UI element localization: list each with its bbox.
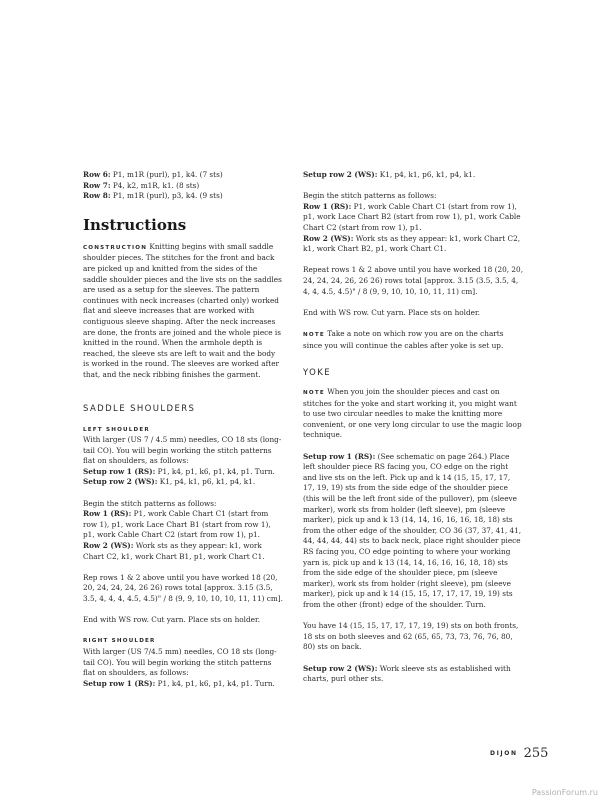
note-text: When you join the shoulder pieces and cast on stitches for the yoke and start working it, you might want to use two circular needles to make the knitting more convenient, or one very long circular to use the magic loop technique. xyxy=(303,387,522,440)
saddle-shoulders-heading: SADDLE SHOULDERS xyxy=(83,403,196,414)
row-1 xyxy=(303,202,523,234)
construction-paragraph xyxy=(83,242,283,381)
row-text: K1, p4, k1, p6, k1, p4, k1. xyxy=(157,477,256,487)
row-text: Work sts as they appear: k1, work Chart C2, k1, work Chart B1, p1, work Chart C1. xyxy=(83,541,265,561)
row-text: P1, k4, p1, k6, p1, k4, p1. Turn. xyxy=(155,678,275,688)
footer-pattern-name: DIJON xyxy=(490,750,518,757)
yoke-setup-row-2 xyxy=(303,664,523,685)
row-text: P4, k2, m1R, k1. (8 sts) xyxy=(110,180,200,190)
row-label: Row 1 (RS): xyxy=(83,509,132,519)
left-shoulder-label: LEFT SHOULDER xyxy=(83,426,150,433)
row-label: Setup row 1 (RS): xyxy=(83,678,156,688)
row-label: Row 2 (WS): xyxy=(303,233,354,243)
row-8 xyxy=(83,191,283,202)
left-column xyxy=(83,170,283,689)
row-label: Setup row 1 (RS): xyxy=(83,466,156,476)
row-label: Row 1 (RS): xyxy=(303,201,352,211)
row-label: Row 7: xyxy=(83,180,111,190)
row-text: K1, p4, k1, p6, k1, p4, k1. xyxy=(377,170,476,179)
note-text: Take a note on which row you are on the charts since you will continue the cables after yoke is set up. xyxy=(303,328,504,350)
row-text: (See schematic on page 264.) Place left shoulder piece RS facing you, CO edge on the right and live sts on the left. Pick up and k 14 (15, 15, 17, 17, 17, 19, 19) sts from the side edge of the shoulder piece (this will be the left front side of the pullover), pm (sleeve marker), work sts from holder (left sleeve), pm (sleeve marker), pick up and k 13 (14, 14, 16, 16, 16, 18, 18) sts from the other edge of the shoulder, CO 36 (37, 37, 41, 41, 44, 44, 44, 44) sts to back neck, place right shoulder piece RS facing you, CO edge pointing to where your working yarn is, pick up and k 13 (14, 14, 16, 16, 16, 18, 18) sts from the side edge of the shoulder piece, pm (sleeve marker), work sts from holder (right sleeve), pm (sleeve marker), pick up and k 14 (15, 15, 17, 17, 17, 19, 19) sts from the other (front) edge of the shoulder. Turn. xyxy=(303,451,522,609)
setup-row-2 xyxy=(303,170,523,181)
right-shoulder-intro: With larger (US 7/4.5 mm) needles, CO 18 sts (long-tail CO). You will begin working the stitch patterns flat on shoulders, as follows: xyxy=(83,646,277,678)
end-text: End with WS row. Cut yarn. Place sts on holder. xyxy=(303,307,480,317)
row-label: Row 6: xyxy=(83,170,111,179)
begin-text: Begin the stitch patterns as follows: xyxy=(303,191,437,201)
ls-end-text: End with WS row. Cut yarn. Place sts on holder. xyxy=(83,615,260,625)
ls-row-2 xyxy=(83,541,283,562)
row-text: Work sts as they appear: k1, work Chart C2, k1, work Chart B2, p1, work Chart C1. xyxy=(303,233,521,254)
note-label: NOTE xyxy=(303,331,325,338)
row-7 xyxy=(83,181,283,192)
watermark: PassionForum.ru xyxy=(531,788,598,797)
note-paragraph xyxy=(303,329,523,351)
ls-setup-row-2 xyxy=(83,477,283,488)
ls-setup-row-1 xyxy=(83,467,283,478)
right-column xyxy=(303,170,523,685)
yoke-heading: YOKE xyxy=(303,368,331,379)
row-2 xyxy=(303,234,523,255)
note-paragraph-yoke xyxy=(303,387,523,441)
right-shoulder-label: RIGHT SHOULDER xyxy=(83,638,156,645)
stitch-count-text: You have 14 (15, 15, 17, 17, 17, 19, 19) sts on both fronts, 18 sts on both sleeves and 62 (65, 65, 73, 73, 76, 76, 80, 80) sts on back. xyxy=(303,621,519,652)
note-label: NOTE xyxy=(303,390,325,397)
construction-text: Knitting begins with small saddle shoulder pieces. The stitches for the front and back are picked up and knitted from the sides of the saddle shoulder pieces and the live sts on the saddles are used as a setup for the sleeves. The pattern continues with neck increases (charted only) worked flat and sleeve increases that are worked with contiguous sleeve shaping. After the neck increases are done, the fronts are joined and the whole piece is knitted in the round. When the armhole depth is reached, the sleeve sts are left to wait and the body is worked in the round. The sleeves are worked after that, and the neck ribbing finishes the garment. xyxy=(83,241,282,379)
ls-repeat-text: Rep rows 1 & 2 above until you have worked 18 (20, 20, 24, 24, 24, 26 26) rows total [approx. 3.15 (3.5, 3.5, 4, 4, 4, 4.5, 4.5)" / 8 (9, 9, 10, 10, 10, 11, 11) cm]. xyxy=(83,572,283,603)
repeat-text: Repeat rows 1 & 2 above until you have worked 18 (20, 20, 24, 24, 24, 26, 26 26) rows total [approx. 3.15 (3.5, 3.5, 4, 4, 4, 4.5, 4.5)" / 8 (9, 9, 10, 10, 10, 11, 11) cm]. xyxy=(303,265,524,296)
row-label: Row 8: xyxy=(83,191,111,201)
left-shoulder-intro: With larger (US 7 / 4.5 mm) needles, CO 18 sts (long-tail CO). You will begin working the stitch patterns flat on shoulders, as follows: xyxy=(83,435,282,466)
construction-label: CONSTRUCTION xyxy=(83,244,148,251)
row-label: Setup row 2 (WS): xyxy=(83,477,158,487)
ls-row-1 xyxy=(83,509,283,541)
yoke-setup-row-1 xyxy=(303,452,523,611)
row-text: P1, m1R (purl), p3, k4. (9 sts) xyxy=(110,191,223,201)
ls-begin-text: Begin the stitch patterns as follows: xyxy=(83,498,217,508)
page-footer xyxy=(490,743,548,762)
row-text: P1, k4, p1, k6, p1, k4, p1. Turn. xyxy=(155,466,275,476)
page-number: 255 xyxy=(523,746,549,761)
row-label: Setup row 1 (RS): xyxy=(303,451,376,461)
row-text: P1, work Cable Chart C1 (start from row 1), p1, work Lace Chart B1 (start from row 1), p1, work Cable Chart C2 (start from row 1), p1. xyxy=(83,509,271,540)
instructions-heading: Instructions xyxy=(83,215,187,234)
row-6 xyxy=(83,170,283,181)
row-text: P1, work Cable Chart C1 (start from row 1), p1, work Lace Chart B2 (start from row 1), p1, work Cable Chart C2 (start from row 1), p1. xyxy=(303,201,521,232)
rs-setup-row-1 xyxy=(83,679,283,690)
row-label: Row 2 (WS): xyxy=(83,541,134,551)
row-text: P1, m1R (purl), p1, k4. (7 sts) xyxy=(110,170,223,179)
row-label: Setup row 2 (WS): xyxy=(303,663,378,673)
row-label: Setup row 2 (WS): xyxy=(303,170,378,179)
row-text: Work sleeve sts as established with charts, purl other sts. xyxy=(303,663,511,684)
